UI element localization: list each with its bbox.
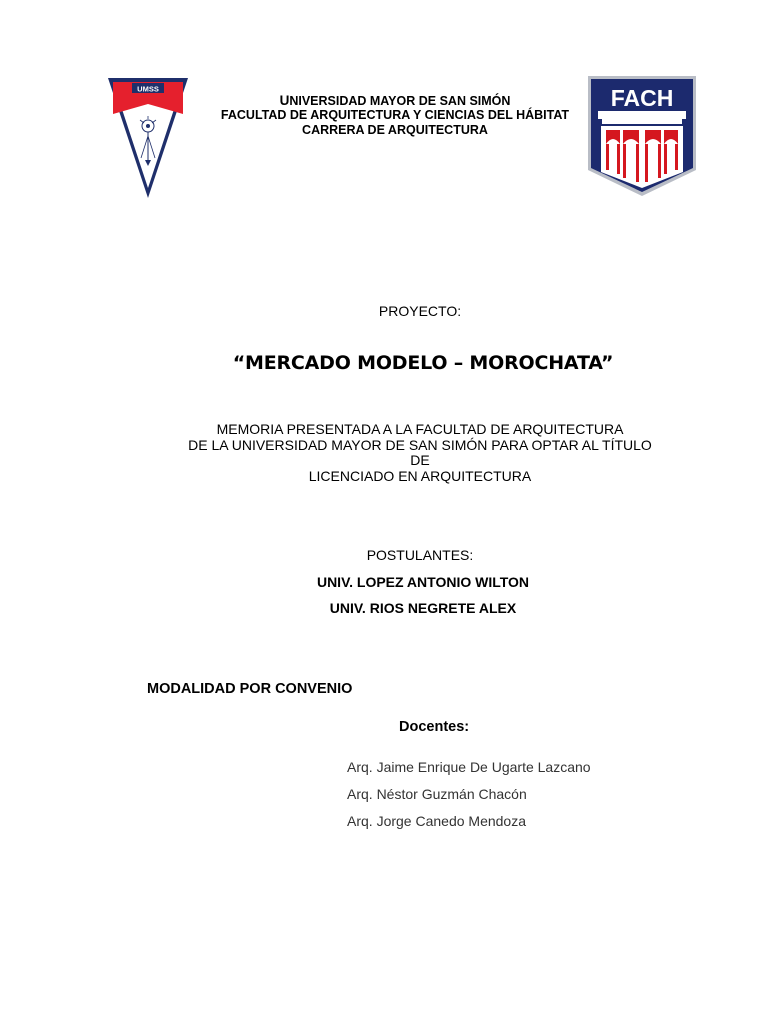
project-title: “MERCADO MODELO – MOROCHATA” <box>232 352 614 374</box>
university-name-initial: U <box>279 93 290 108</box>
docente-name: Arq. Jorge Canedo Mendoza <box>347 813 526 829</box>
docente-name: Arq. Néstor Guzmán Chacón <box>347 786 527 802</box>
postulante-name: UNIV. LOPEZ ANTONIO WILTON <box>316 574 530 590</box>
docentes-label: Docentes: <box>399 719 470 735</box>
memoria-line: DE <box>410 452 430 468</box>
docente-name: Arq. Jaime Enrique De Ugarte Lazcano <box>347 759 591 775</box>
university-name-rest: NIVERSIDAD MAYOR DE SAN SIMÓN <box>289 94 511 108</box>
career-name: CARRERA DE ARQUITECTURA <box>302 123 488 137</box>
memoria-line: DE LA UNIVERSIDAD MAYOR DE SAN SIMÓN PARA OPTAR AL TÍTULO <box>188 436 652 453</box>
umss-logo <box>105 74 191 202</box>
memoria-line: LICENCIADO EN ARQUITECTURA <box>308 467 532 484</box>
fach-logo <box>586 74 698 198</box>
faculty-name: FACULTAD DE ARQUITECTURA Y CIENCIAS DEL HÁBITAT <box>220 108 570 122</box>
postulante-name: UNIV. RIOS NEGRETE ALEX <box>329 600 517 616</box>
memoria-line: MEMORIA PRESENTADA A LA FACULTAD DE ARQUITECTURA <box>216 421 624 437</box>
modalidad-label: MODALIDAD POR CONVENIO <box>147 681 353 697</box>
postulantes-label: POSTULANTES: <box>366 547 474 563</box>
project-label: PROYECTO: <box>378 303 462 319</box>
umss-logo-text: UMSS <box>137 84 159 94</box>
university-name <box>190 93 600 109</box>
fach-logo-text: FACH <box>610 85 674 111</box>
memoria-statement <box>0 422 768 484</box>
